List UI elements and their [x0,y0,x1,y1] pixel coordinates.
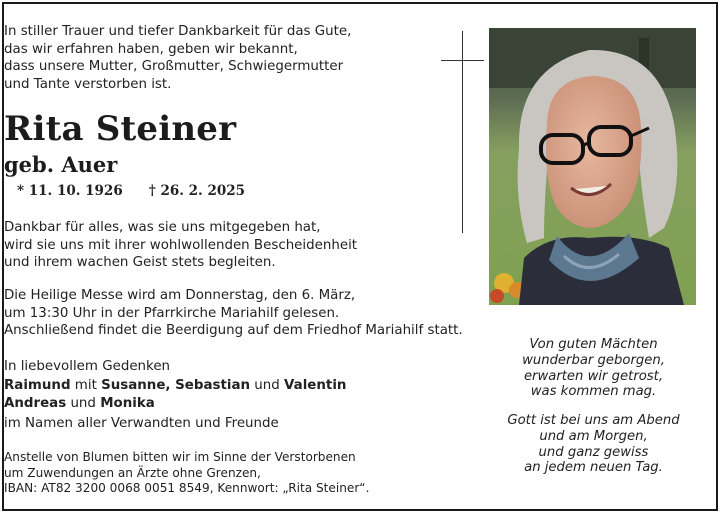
thanks-text [4,219,484,272]
obituary-card [2,2,718,511]
poem-line: Von guten Mächten [529,337,658,352]
poem-stanza-1 [491,337,696,400]
family-name: Valentin [284,378,347,393]
intro-line: In stiller Trauer und tiefer Dankbarkeit für das Gute, [4,24,352,39]
intro-text [4,23,484,93]
donation-line: um Zuwendungen an Ärzte ohne Grenzen, [4,465,261,480]
cross-icon [462,31,463,233]
donation-request [4,450,484,497]
family-connector: und [250,378,285,393]
family-name: Monika [100,395,155,411]
life-dates [4,182,484,200]
relatives-line: im Namen aller Verwandten und Freunde [4,416,279,431]
family-line [4,395,484,413]
mass-line: Die Heilige Messe wird am Donnerstag, den 6. März, [4,288,356,303]
birth-date: * 11. 10. 1926 [17,183,123,199]
death-date: † 26. 2. 2025 [148,183,246,199]
intro-line: das wir erfahren haben, geben wir bekannt, [4,41,298,57]
family-connector: mit [70,378,102,393]
maiden-name: geb. Auer [4,152,118,177]
thanks-line: Dankbar für alles, was sie uns mitgegeben hat, [4,220,321,235]
poem-line: wunderbar geborgen, [522,352,665,368]
funeral-mass-info [4,287,484,340]
family-connector: und [66,395,101,411]
thanks-line: und ihrem wachen Geist stets begleiten. [4,255,276,270]
cross-icon-bar [441,60,484,61]
poem-line: und am Morgen, [539,428,648,444]
intro-line: und Tante verstorben ist. [4,76,172,92]
family-line [4,377,484,395]
poem-stanza-2 [491,413,696,476]
memory-heading: In liebevollem Gedenken [4,359,171,374]
donation-line: Anstelle von Blumen bitten wir im Sinne der Verstorbenen [4,450,356,464]
poem-line: und ganz gewiss [538,444,649,460]
deceased-name: Rita Steiner [4,109,237,149]
intro-line: dass unsere Mutter, Großmutter, Schwiegermutter [4,59,344,74]
poem-line: Gott ist bei uns am Abend [507,413,680,428]
poem-line: was kommen mag. [530,384,657,400]
family-name: Andreas [4,395,67,411]
poem-line: an jedem neuen Tag. [524,460,663,476]
mass-line: um 13:30 Uhr in der Pfarrkirche Mariahilf gelesen. [4,305,340,321]
donation-line: IBAN: AT82 3200 0068 0051 8549, Kennwort: „Rita Steiner“. [4,481,370,495]
poem-line: erwarten wir getrost, [523,368,664,384]
family-name: Susanne, Sebastian [101,378,251,393]
family-names [4,377,484,412]
thanks-line: wird sie uns mit ihrer wohlwollenden Bescheidenheit [4,237,358,253]
family-name: Raimund [4,378,71,393]
mass-line: Anschließend findet die Beerdigung auf dem Friedhof Mariahilf statt. [4,323,463,338]
portrait-photo [489,28,696,305]
